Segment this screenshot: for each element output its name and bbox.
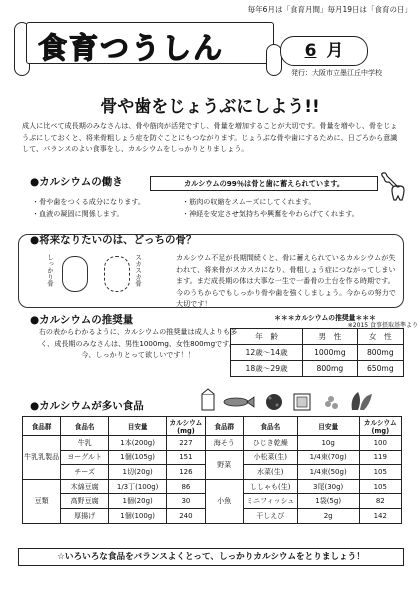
table-cell: 227 <box>167 436 205 451</box>
table-cell: 2g <box>297 508 359 523</box>
table-header-row <box>23 417 402 436</box>
food-group: 豆類 <box>23 479 61 523</box>
greens-icon <box>352 392 372 410</box>
table-row <box>231 345 404 361</box>
food-group: 牛乳乳製品 <box>23 436 61 480</box>
month-number: 6 <box>304 41 317 61</box>
table-cell: 1000mg <box>303 345 357 361</box>
table-cell: 18歳〜29歳 <box>231 361 303 377</box>
beans-icon <box>325 396 338 409</box>
section-title-recommended-intake: ●カルシウムの推奨量 <box>30 314 134 326</box>
table-cell: 1個(100g) <box>109 508 167 523</box>
table-cell: 小松菜(生) <box>243 450 297 465</box>
intake-table-title: ＊＊＊カルシウムの推奨量＊＊＊ <box>274 314 376 322</box>
top-note: 毎年6月は「食育月間」毎月19日は「食育の日」 <box>247 5 412 14</box>
table-cell: 1/4束(50g) <box>297 465 359 480</box>
month-badge <box>280 36 368 66</box>
intake-table-source: ※2015 食事摂取基準より <box>347 322 418 329</box>
table-header: 食品群 <box>205 417 243 436</box>
table-header: カルシウム(mg) <box>167 417 205 436</box>
table-cell: 1個(105g) <box>109 450 167 465</box>
table-cell: チーズ <box>61 465 109 480</box>
table-cell: 100 <box>359 436 401 451</box>
effect-item: ・筋肉の収縮をスムーズにしてくれます。 <box>182 197 316 206</box>
tofu-icon <box>294 394 310 410</box>
table-row <box>23 479 402 494</box>
food-group: 小魚 <box>205 479 243 523</box>
intake-explanation: 右の表からわかるように、カルシウムの推奨量は成人よりも多く、成長期のみなさんは、男性1000mg、女性800mgです。今、しっかりとって欲しいです！！ <box>38 327 238 360</box>
table-header: カルシウム(mg) <box>359 417 401 436</box>
main-headline: 骨や歯をじょうぶにしよう!! <box>100 97 320 117</box>
table-row <box>23 450 402 465</box>
table-cell: 木綿豆腐 <box>61 479 109 494</box>
weak-bone-label: スカスカ骨 <box>134 254 142 287</box>
fish-icon <box>224 397 254 407</box>
table-cell: ミニフィッシュ <box>243 494 297 509</box>
table-header: 女 性 <box>357 329 403 345</box>
table-header-row <box>231 329 404 345</box>
table-cell: ひじき乾燥 <box>243 436 297 451</box>
masthead <box>8 14 412 84</box>
footer-message: ☆いろいろな食品をバランスよくとって、しっかりカルシウムをとりましょう！ <box>18 548 404 566</box>
table-cell: 1本(200g) <box>109 436 167 451</box>
table-cell: 12歳〜14歳 <box>231 345 303 361</box>
table-cell: 800mg <box>303 361 357 377</box>
table-cell: 1/3丁(100g) <box>109 479 167 494</box>
table-cell: 30 <box>167 494 205 509</box>
table-cell: 1切(20g) <box>109 465 167 480</box>
bone-explanation: カルシウム不足が長期間続くと、骨に蓄えられているカルシウムが失われて、将来骨がスカスカになり、骨粗しょう症につながってしまいます。まだ成長期の体は大事な一生で一番骨の土台を作る時期です。今のうちからでもしっかり骨や歯を強くしましょう。今からの努力で大切です！ <box>176 253 396 309</box>
table-cell: 牛乳 <box>61 436 109 451</box>
seaweed-icon <box>266 394 282 410</box>
month-suffix: 月 <box>326 41 344 61</box>
table-header: 男 性 <box>303 329 357 345</box>
table-cell: 10g <box>297 436 359 451</box>
table-cell: 151 <box>167 450 205 465</box>
table-cell: 水菜(生) <box>243 465 297 480</box>
table-cell: 126 <box>167 465 205 480</box>
table-header: 食品名 <box>243 417 297 436</box>
food-icons-row <box>200 388 390 412</box>
table-cell: 3尾(30g) <box>297 479 359 494</box>
table-row <box>231 361 404 377</box>
table-cell: ししゃも(生) <box>243 479 297 494</box>
table-cell: 142 <box>359 508 401 523</box>
table-cell: 105 <box>359 479 401 494</box>
table-cell: 800mg <box>357 345 403 361</box>
table-cell: 1/4束(70g) <box>297 450 359 465</box>
table-cell: 1個(20g) <box>109 494 167 509</box>
calcium-fact-box: カルシウムの99％は骨と歯に蓄えられています。 <box>150 176 378 191</box>
weak-bone-character <box>104 256 130 292</box>
effect-item: ・骨や歯をつくる成分になります。 <box>32 197 145 206</box>
table-header: 目安量 <box>297 417 359 436</box>
section-title-future-bones: ●将来なりたいのは、どっちの骨？ <box>30 234 197 246</box>
table-cell: 厚揚げ <box>61 508 109 523</box>
table-header: 食品群 <box>23 417 61 436</box>
effect-item: ・血液の凝固に関係します。 <box>32 209 124 218</box>
publisher-line: 発行：大阪市立墨江丘中学校 <box>291 69 382 77</box>
food-group: 野菜 <box>205 450 243 479</box>
effect-item: ・神経を安定させ気持ちや興奮をやわらげてくれます。 <box>182 209 359 218</box>
milk-carton-icon <box>202 389 214 410</box>
table-cell: 240 <box>167 508 205 523</box>
table-header: 年 齢 <box>231 329 303 345</box>
strong-bone-label: しっかり骨 <box>46 254 54 287</box>
bone-tooth-icon <box>378 172 408 202</box>
section-title-calcium-role: ●カルシウムの働き <box>30 176 123 188</box>
table-row <box>23 436 402 451</box>
table-header: 目安量 <box>109 417 167 436</box>
table-cell: 高野豆腐 <box>61 494 109 509</box>
table-cell: 650mg <box>357 361 403 377</box>
table-cell: 1袋(5g) <box>297 494 359 509</box>
newsletter-title: 食育つうしん <box>38 31 225 65</box>
section-title-calcium-foods: ●カルシウムが多い食品 <box>30 400 144 412</box>
table-cell: 119 <box>359 450 401 465</box>
intro-paragraph: 成人に比べて成長期のみなさんは、骨や筋肉が活発ですし、骨量を増加することが大切です。骨量を増やし、骨をじょうぶにしておくと、将来骨粗しょう症を防ぐことにもつながります。じょうぶな骨や歯にするために、日ごろから意識して、バランスのよい食事をし、カルシウムをしっかりとりましょう。 <box>22 121 398 154</box>
table-header: 食品名 <box>61 417 109 436</box>
table-cell: 105 <box>359 465 401 480</box>
table-cell: 82 <box>359 494 401 509</box>
strong-bone-character <box>62 256 88 292</box>
table-cell: ヨーグルト <box>61 450 109 465</box>
calcium-foods-table <box>22 416 402 524</box>
table-cell: 86 <box>167 479 205 494</box>
intake-table <box>230 328 404 377</box>
table-cell: 干しえび <box>243 508 297 523</box>
food-group: 海そう <box>205 436 243 451</box>
